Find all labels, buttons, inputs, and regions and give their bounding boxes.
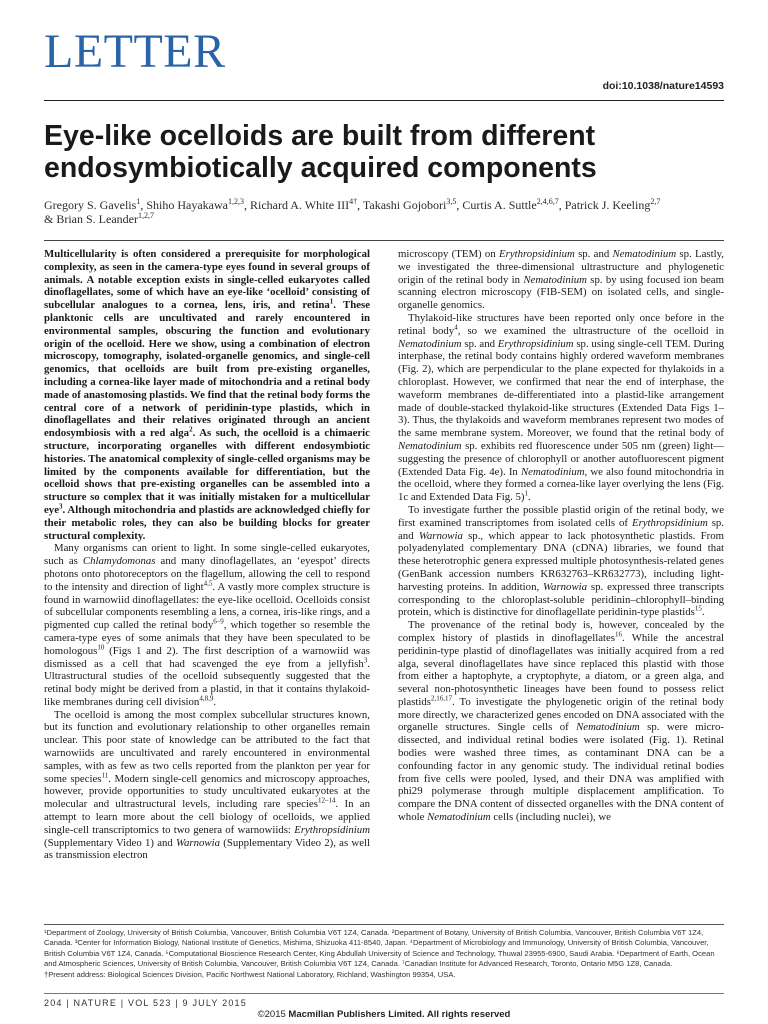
body-column-right [398, 248, 724, 824]
abstract-paragraph: Multicellularity is often considered a prerequisite for morphological complexity, as seen in the camera-type eyes found in several groups of animals. A notable exception exists in single-celled eukaryotes called dinoflagellates, some of which have an eye-like ‘ocelloid’ consisting of subcellular analogues to a cornea, lens, iris, and retina$^1$. These planktonic cells are uncultivated and rarely encountered in environmental samples, obscuring the function and evolutionary origin of the ocelloid. Here we show, using a combination of electron microscopy, tomography, isolated-organelle genomics, and single-cell genomics, that ocelloids are built from pre-existing organelles, including a cornea-like layer made of mitochondria and a retinal body made of anastomosing plastids. We find that the retinal body forms the central core of a network of peridinin-type plastids, which in dinoflagellates and their relatives originated through an ancient endosymbiosis with a red alga$^2$. As such, the ocelloid is a chimaeric structure, incorporating organelles with different endosymbiotic histories. The anatomical complexity of single-celled organisms may be limited by the components available for differentiation, but the ocelloid shows that pre-existing organelles can be assembled into a structure so complex that it was initially mistaken for a multicellular eye$^3$. Although mitochondria and plastids are acknowledged chiefly for their metabolic roles, they can also be building blocks for greater structural complexity. [44, 248, 370, 542]
author-list: Gregory S. Gavelis$^1$, Shiho Hayakawa$^{1,2,3}$, Richard A. White $III^{4\dagger}$, Takashi Gojobori$^{3,5}$, Curtis A. Suttle$^{2,4,6,7}$, Patrick J. Keeling$^{2,7}$ & Brian S. Leander$^{1,2,7}$ [44, 197, 661, 226]
section-label: LETTER [44, 25, 226, 78]
body-paragraph: Thylakoid-like structures have been reported only once before in the retinal body$^4$, so we examined the ultrastructure of the ocelloid in Nematodinium sp. and Erythropsidinium sp. using single-cell TEM. During interphase, the retinal body contains highly ordered waveform membranes (Fig. 2), which are perpendicular to the plane expected for thylakoids in a chloroplast. However, we confirmed that near the end of interphase, the waveform membranes de-differentiated into a plastid-like arrangement made of double-stacked thylakoid-like structures (Extended Data Figs 1–3). Thus, the thylakoids and waveform membranes represent two modes of the same membrane system. Moreover, we found that the retinal body of Nematodinium sp. exhibits red fluorescence under 505 nm (green) light—suggesting the presence of chlorophyll or another autofluorescent pigment (Extended Data Fig. 4e). In Nematodinium, we also found mitochondria in the ocelloid, where they formed a cornea-like layer overlying the lens (Fig. 1c and Extended Data Fig. 5)$^1$. [398, 311, 725, 504]
author-name: Shiho Hayakawa [146, 198, 228, 212]
doi-link[interactable]: doi:10.1038/nature14593 [602, 80, 724, 92]
body-paragraph: The provenance of the retinal body is, however, concealed by the complex history of plastids in dinoflagellates$^{16}$. While the ancestral peridinin-type plastid of dinoflagellates was initially acquired from a red alga, several dinoflagellates have since replaced this plastid with those from either a haptophyte, a cryptophyte, a diatom, or a green alga, and several non-photosynthetic lineages have been found to possess relict plastids$^{2,16,17}$. To investigate the phylogenetic origin of the retinal body more directly, we characterized genes encoded on DNA associated with the organelle structures. Single cells of Nematodinium sp. were micro-dissected, and individual retinal bodies were isolated (Fig. 1). Retinal bodies were washed three times, as contaminant DNA can be a confounding factor in any genomic study. The individual retinal bodies from five cells were pooled, lysed, and their DNA was amplified with phi29 polymerase through multiple displacement amplification. To compare the DNA content of dissected organelles with the DNA content of whole Nematodinium cells (including nuclei), we [398, 619, 725, 824]
footnote-rule [44, 924, 724, 925]
author-affiliation: 1 [136, 197, 141, 206]
author-name: Gregory S. Gavelis [44, 198, 137, 212]
copyright-notice [0, 1009, 768, 1020]
copyright-symbol: ©2015 [257, 1009, 286, 1020]
affiliations-footnote: ¹Department of Zoology, University of British Columbia, Vancouver, British Columbia V6T 1Z4, Canada. ²Department of Botany, University of British Columbia, Vancouver, British Columbia V6T 1Z4, Canada. ³Center for Information Biology, National Institute of Genetics, Mishima, Shizuoka 411-8540, Japan. ⁴Department of Microbiology and Immunology, University of British Columbia, Vancouver, British Columbia V6T 1Z4, Canada. ⁵Computational Bioscience Research Center, King Abdullah University of Science and Technology, Thuwal 23955-6900, Saudi Arabia. ⁶Department of Earth, Ocean and Atmospheric Sciences, University of British Columbia, Vancouver, British Columbia V6T 1Z4, Canada. ⁷Canadian Institute for Advanced Research, Toronto, Ontario M5G 1Z8, Canada. [44, 928, 715, 969]
author-name: Curtis A. Suttle [462, 198, 537, 212]
author-affiliation: 2,4,6,7 [536, 197, 559, 206]
body-column-left [44, 248, 370, 862]
author-name: Takashi Gojobori [362, 198, 447, 212]
author-name: Patrick J. Keeling [564, 198, 651, 212]
footnotes [44, 928, 724, 980]
body-paragraph: Many organisms can orient to light. In some single-celled eukaryotes, such as Chlamydomonas and many dinoflagellates, an ‘eyespot’ directs photons onto photoreceptors on the flagellum, allowing the cell to respond to the intensity and direction of light$^{4,5}$. A vastly more complex structure is found in warnowiid dinoflagellates: the eye-like ocelloid. Ocelloids consist of subcellular components resembling a lens, a cornea, iris-like rings, and a pigmented cup called the retinal body$^{6-9}$, which together so resemble the camera-type eyes of some animals that they have been speculated to be homologous$^{10}$ (Figs 1 and 2). The first description of a warnowiid was dismissed as a cell that had scavenged the eye from a jellyfish$^3$. Ultrastructural studies of the ocelloid subsequently suggested that the retinal body might be derived from a plastid, in that it contains thylakoid-like membranes during cell division$^{4,8,9}$. [44, 542, 371, 708]
present-address-footnote: †Present address: Biological Sciences Division, Pacific Northwest National Laboratory, Richland, Washington 99354, USA. [44, 969, 456, 979]
author-affiliation: 3,5 [446, 197, 457, 206]
copyright-text: Macmillan Publishers Limited. All rights reserved [285, 1009, 511, 1020]
author-affiliation: 1,2,7 [137, 211, 154, 220]
article-title: Eye-like ocelloids are built from different endosymbiotically acquired components [44, 120, 597, 184]
author-rule [44, 240, 724, 241]
author-name: Richard A. White III [249, 198, 350, 212]
body-paragraph: To investigate further the possible plastid origin of the retinal body, we first examined transcriptomes from isolated cells of Erythropsidinium sp. and Warnowia sp., which appear to lack photosynthetic plastids. From polyadenylated complementary DNA (cDNA) libraries, we found that these heterotrophic genera expressed multiple photosynthesis-related genes (GenBank accession numbers KR632763–KR632773), including light-harvesting proteins. In addition, Warnowia sp. expressed three transcripts corresponding to the chloroplast-soluble peridinin–chlorophyll–binding protein, which is distinctive for dinoflagellate peridinin-type plastids$^{15}$. [398, 503, 725, 619]
author-affiliation: 1,2,3 [227, 197, 244, 206]
header-rule [44, 100, 724, 101]
author-affiliation: 4† [349, 197, 358, 206]
body-paragraph: The ocelloid is among the most complex subcellular structures known, but its function and evolutionary relationship to other organelles remain unclear. This poor state of knowledge can be attributed to the fact that warnowiids are uncultivated and rarely encountered in environmental samples, with as few as two cells reported from the plankton per year for some species$^{11}$. Modern single-cell genomics and microscopy approaches, however, provide opportunities to study uncultivated eukaryotes at the molecular and ultrastructural levels, including rare species$^{12-14}$. In an attempt to learn more about the cell biology of ocelloids, we applied single-cell transcriptomics to two genera of warnowiids: Erythropsidinium (Supplementary Video 1) and Warnowia (Supplementary Video 2), as well as transmission electron [44, 708, 370, 862]
author-name: Brian S. Leander [56, 212, 138, 226]
page-info: 204 | NATURE | VOL 523 | 9 JULY 2015 [44, 998, 247, 1008]
body-paragraph: microscopy (TEM) on Erythropsidinium sp. and Nematodinium sp. Lastly, we investigated the three-dimensional ultrastructure and phylogenetic origin of the retinal body in Nematodinium sp. by using focused ion beam scanning electron microscopy (FIB-SEM) on isolated cells, and single-organelle genomics. [398, 248, 724, 312]
author-affiliation: 2,7 [650, 197, 661, 206]
footer-rule [44, 993, 724, 994]
